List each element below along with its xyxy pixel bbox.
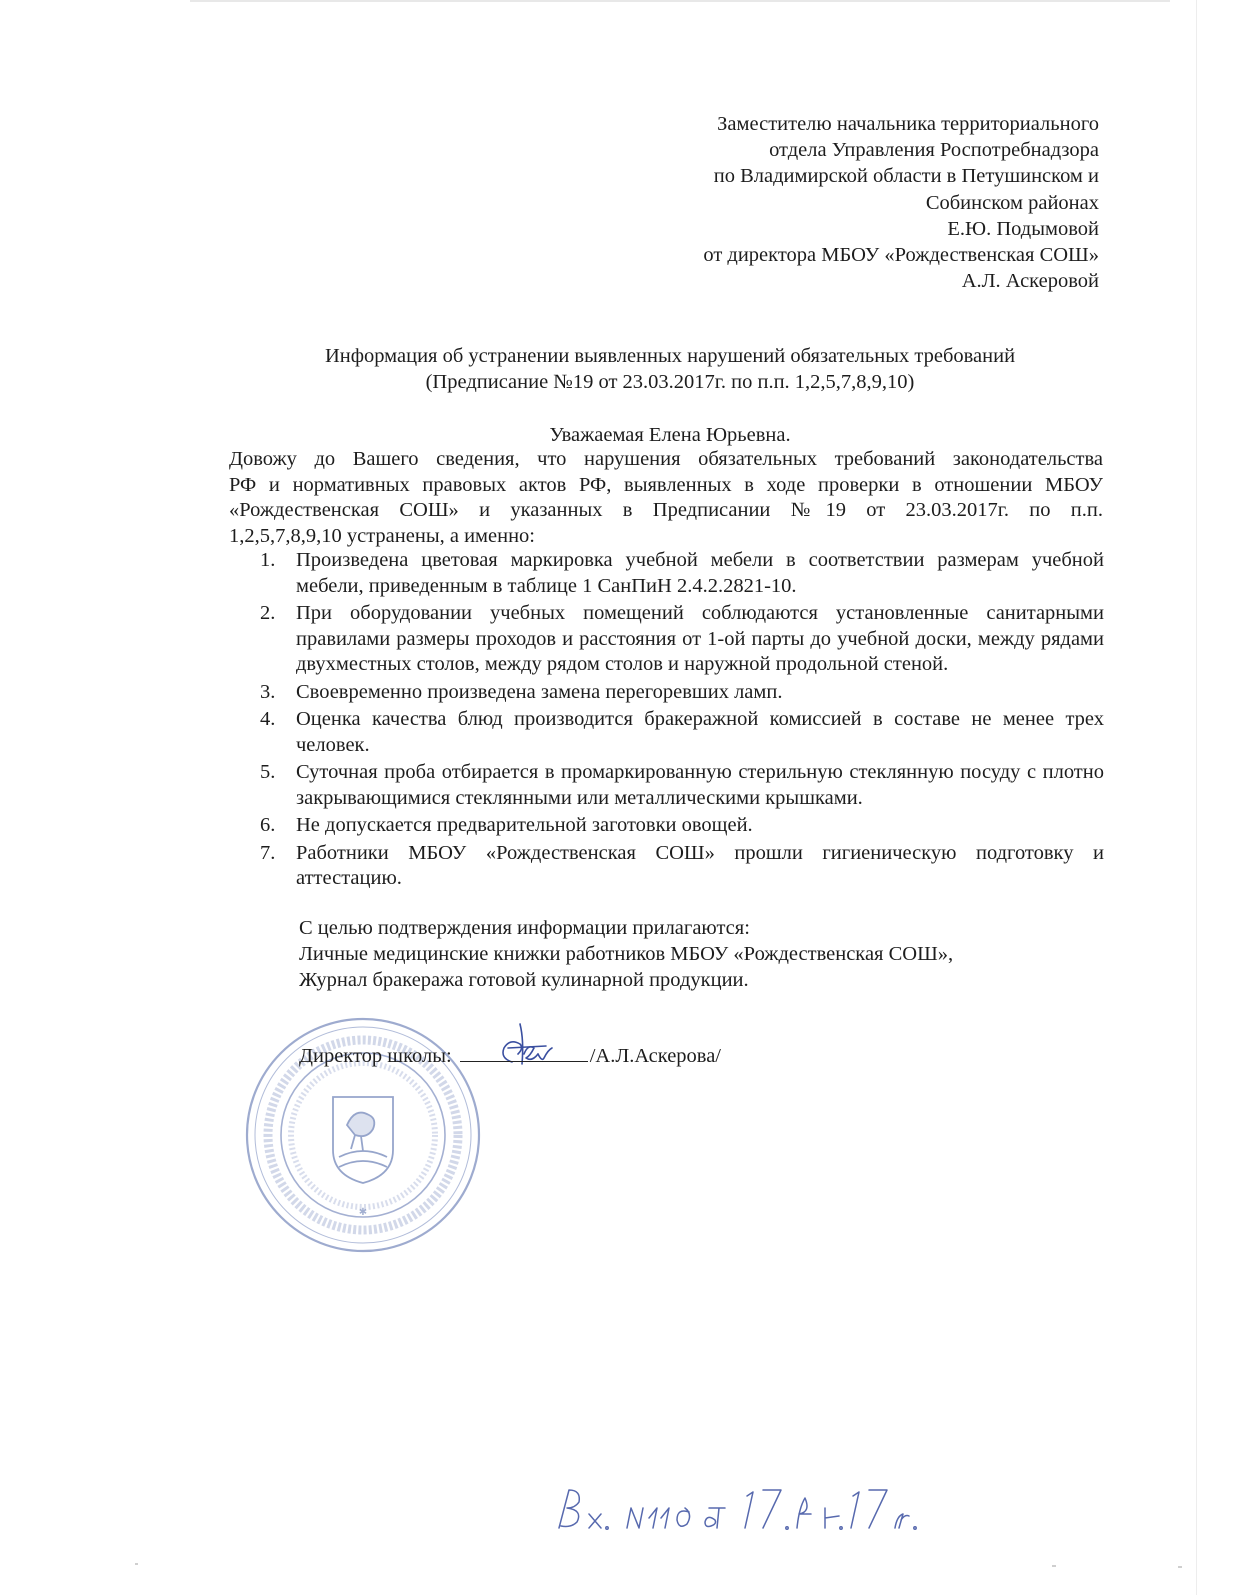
attachments-block xyxy=(299,915,953,993)
list-item xyxy=(258,680,1104,706)
addressee-line: от директора МБОУ «Рождественская СОШ» xyxy=(703,244,1099,267)
addressee-line: Е.Ю. Подымовой xyxy=(947,217,1099,240)
attachment-item: Личные медицинские книжки работников МБОУ «Рождественская СОШ», xyxy=(299,943,954,965)
greeting: Уважаемая Елена Юрьевна. xyxy=(549,424,791,446)
intro-paragraph xyxy=(229,447,1103,549)
addressee-line: Собинском районах xyxy=(925,191,1099,214)
list-item-text: Оценка качества блюд производится бракеражной комиссией в составе не менее трех человек. xyxy=(296,708,1104,756)
addressee-line: отдела Управления Роспотребнадзора xyxy=(769,139,1099,162)
list-item-number: 6. xyxy=(260,814,276,836)
addressee-line: А.Л. Аскеровой xyxy=(961,270,1099,293)
intro-line: «Рождественская СОШ» и указанных в Предписании №19 от 23.03.2017г. по п.п. xyxy=(229,499,1103,521)
list-item xyxy=(258,813,1104,839)
attachments-heading: С целью подтверждения информации прилагаются: xyxy=(299,917,750,939)
list-item-text: При оборудовании учебных помещений соблюдаются установленные санитарными правилами размеры проходов и расстояния от 1-ой парты до учебной доски, между рядами двухместных столов, между рядом столов и наружной продольной стеной. xyxy=(296,602,1104,675)
list-item xyxy=(258,548,1104,599)
intro-line: РФ и нормативных правовых актов РФ, выявленных в ходе проверки в отношении МБОУ xyxy=(229,473,1103,496)
list-item xyxy=(258,841,1104,892)
remediation-list xyxy=(258,548,1104,894)
scan-edge-top xyxy=(190,0,1170,2)
addressee-block xyxy=(539,111,1099,294)
list-item-text: Не допускается предварительной заготовки овощей. xyxy=(296,814,753,836)
list-item-text: Своевременно произведена замена перегоревших ламп. xyxy=(296,680,783,703)
list-item-text: Работники МБОУ «Рождественская СОШ» прошли гигиеническую подготовку и аттестацию. xyxy=(296,841,1104,889)
scan-speck xyxy=(135,1563,138,1565)
list-item-number: 5. xyxy=(260,761,276,783)
list-item-number: 1. xyxy=(260,549,276,571)
title-subline: (Предписание №19 от 23.03.2017г. по п.п. 1,2,5,7,8,9,10) xyxy=(425,371,915,393)
scan-edge-right xyxy=(1196,0,1197,1595)
list-item-text: Произведена цветовая маркировка учебной мебели в соответствии размерам учебной мебели, приведенным в таблице 1 СанПиН 2.4.2.2821-10. xyxy=(296,549,1104,597)
list-item xyxy=(258,760,1104,811)
signature-line-row xyxy=(299,1043,721,1068)
list-item-number: 3. xyxy=(260,680,276,703)
director-label: Директор школы: xyxy=(299,1045,452,1067)
scan-speck xyxy=(1052,1565,1056,1567)
attachment-item: Журнал бракеража готовой кулинарной продукции. xyxy=(299,969,749,991)
addressee-line: Заместителю начальника территориального xyxy=(717,113,1099,135)
list-item-number: 2. xyxy=(260,602,276,624)
list-item-number: 7. xyxy=(260,841,276,864)
document-title xyxy=(230,343,1110,395)
list-item-number: 4. xyxy=(260,708,276,730)
list-item-text: Суточная проба отбирается в промаркированную стерильную стеклянную посуду с плотно закрывающимися стеклянными или металлическими крышками. xyxy=(296,761,1104,809)
signature-underline xyxy=(460,1043,588,1062)
scan-speck xyxy=(1178,1566,1182,1568)
intro-line: 1,2,5,7,8,9,10 устранены, а именно: xyxy=(229,524,535,547)
addressee-line: по Владимирской области в Петушинском и xyxy=(713,165,1099,188)
title-line: Информация об устранении выявленных нарушений обязательных требований xyxy=(324,345,1016,367)
intro-line: Довожу до Вашего сведения, что нарушения обязательных требований законодательства xyxy=(229,448,1103,470)
list-item xyxy=(258,707,1104,758)
svg-text:✱: ✱ xyxy=(358,1207,368,1218)
list-item xyxy=(258,601,1104,678)
director-name: /А.Л.Аскерова/ xyxy=(589,1045,722,1067)
handwritten-registration-note xyxy=(549,1478,929,1538)
